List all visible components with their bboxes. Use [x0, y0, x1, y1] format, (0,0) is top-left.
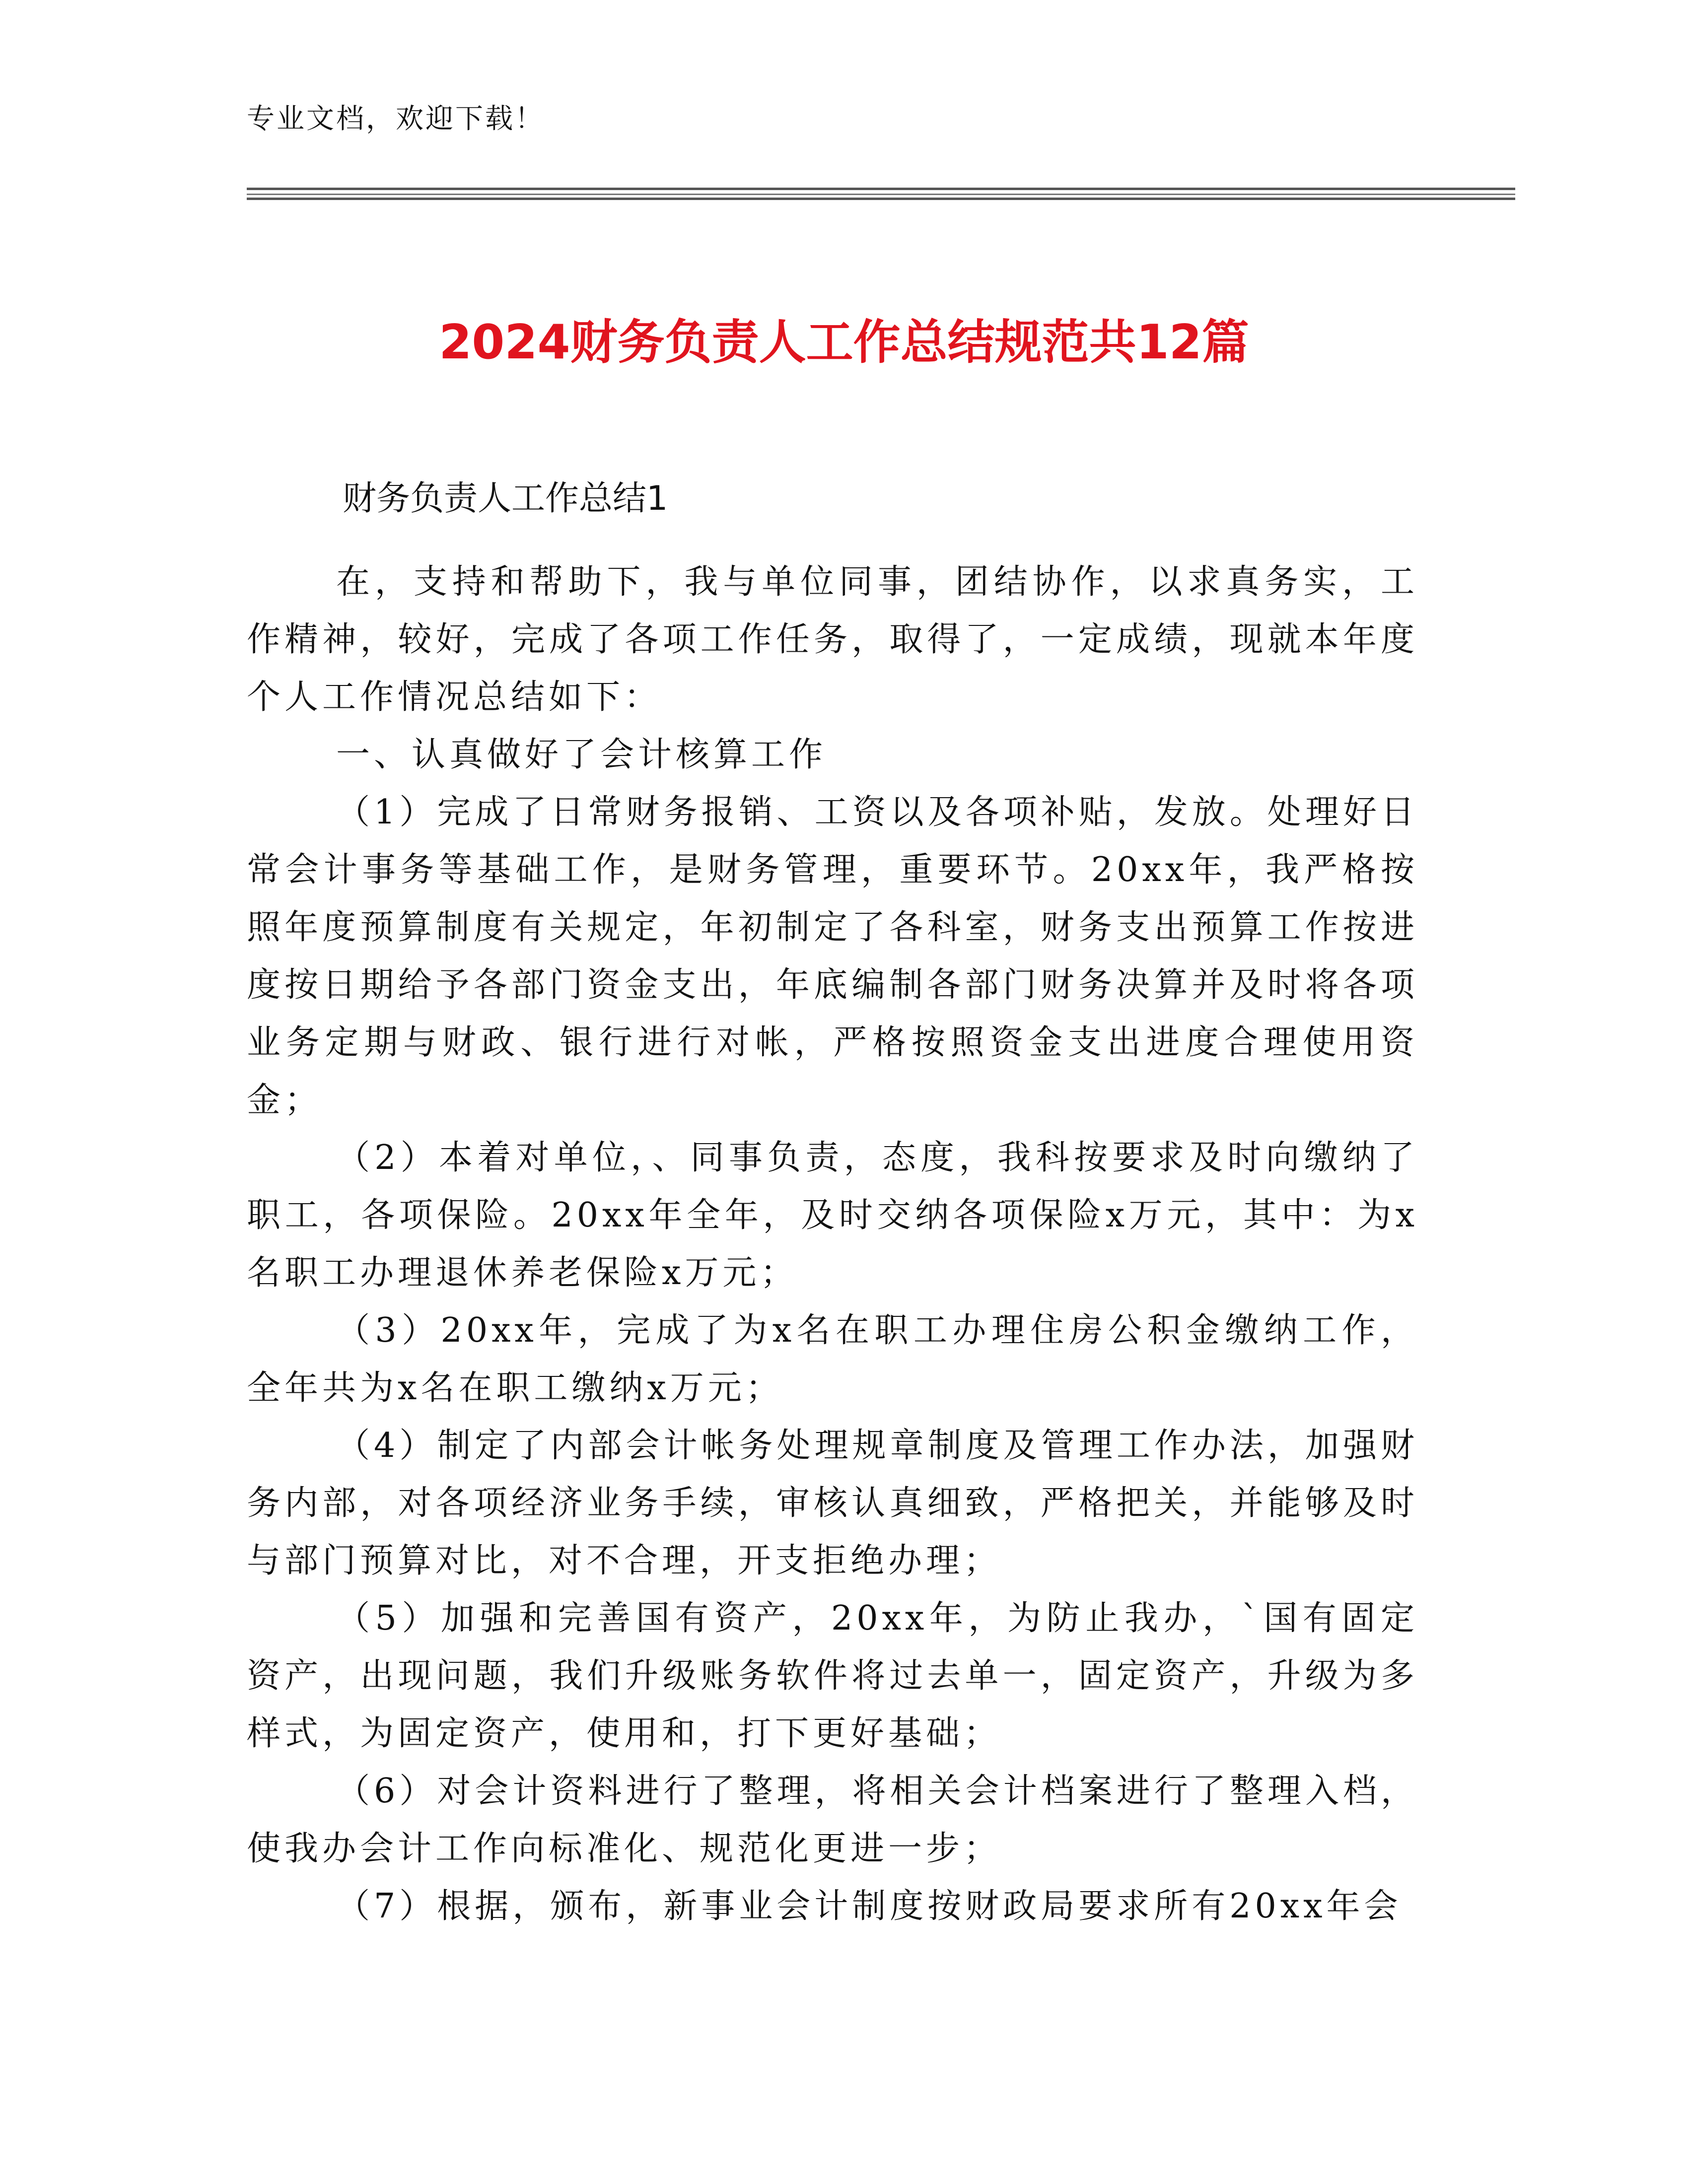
paragraph: （7）根据，颁布，新事业会计制度按财政局要求所有20xx年会	[336, 1887, 1402, 1926]
page-header-text: 专业文档，欢迎下载！	[247, 103, 545, 135]
paragraph: （2）本着对单位，、同事负责，态度，我科按要求及时向缴纳了职工，各项保险。20xx年全年，及时交纳各项保险x万元，其中：为x名职工办理退休养老保险x万元；	[247, 1138, 1418, 1293]
paragraph: 在，支持和帮助下，我与单位同事，团结协作，以求真务实，工作精神，较好，完成了各项工作任务，取得了，一定成绩，现就本年度个人工作情况总结如下：	[247, 562, 1418, 717]
document-body	[247, 553, 1418, 1935]
paragraph: （5）加强和完善国有资产，20xx年，为防止我办，`国有固定资产，出现问题，我们升级账务软件将过去单一，固定资产，升级为多样式，为固定资产，使用和，打下更好基础；	[247, 1599, 1418, 1753]
paragraph: （4）制定了内部会计帐务处理规章制度及管理工作办法，加强财务内部，对各项经济业务手续，审核认真细致，严格把关，并能够及时与部门预算对比，对不合理，开支拒绝办理；	[247, 1426, 1419, 1580]
paragraph: （1）完成了日常财务报销、工资以及各项补贴，发放。处理好日常会计事务等基础工作，是财务管理，重要环节。20xx年，我严格按照年度预算制度有关规定，年初制定了各科室，财务支出预算工作按进度按日期给予各部门资金支出，年底编制各部门财务决算并及时将各项业务定期与财政、银行进行对帐，严格按照资金支出进度合理使用资金；	[247, 793, 1419, 1120]
paragraph: （6）对会计资料进行了整理，将相关会计档案进行了整理入档，使我办会计工作向标准化、规范化更进一步；	[247, 1772, 1419, 1868]
header-rule-middle	[247, 194, 1515, 195]
paragraph: （3）20xx年，完成了为x名在职工办理住房公积金缴纳工作，全年共为x名在职工缴纳x万元；	[247, 1311, 1418, 1408]
document-title: 2024财务负责人工作总结规范共12篇	[439, 315, 1249, 370]
header-rule-top	[247, 188, 1515, 190]
header-rule-bottom	[247, 198, 1515, 200]
section-heading: 财务负责人工作总结1	[343, 479, 668, 518]
paragraph: 一、认真做好了会计核算工作	[336, 735, 827, 774]
